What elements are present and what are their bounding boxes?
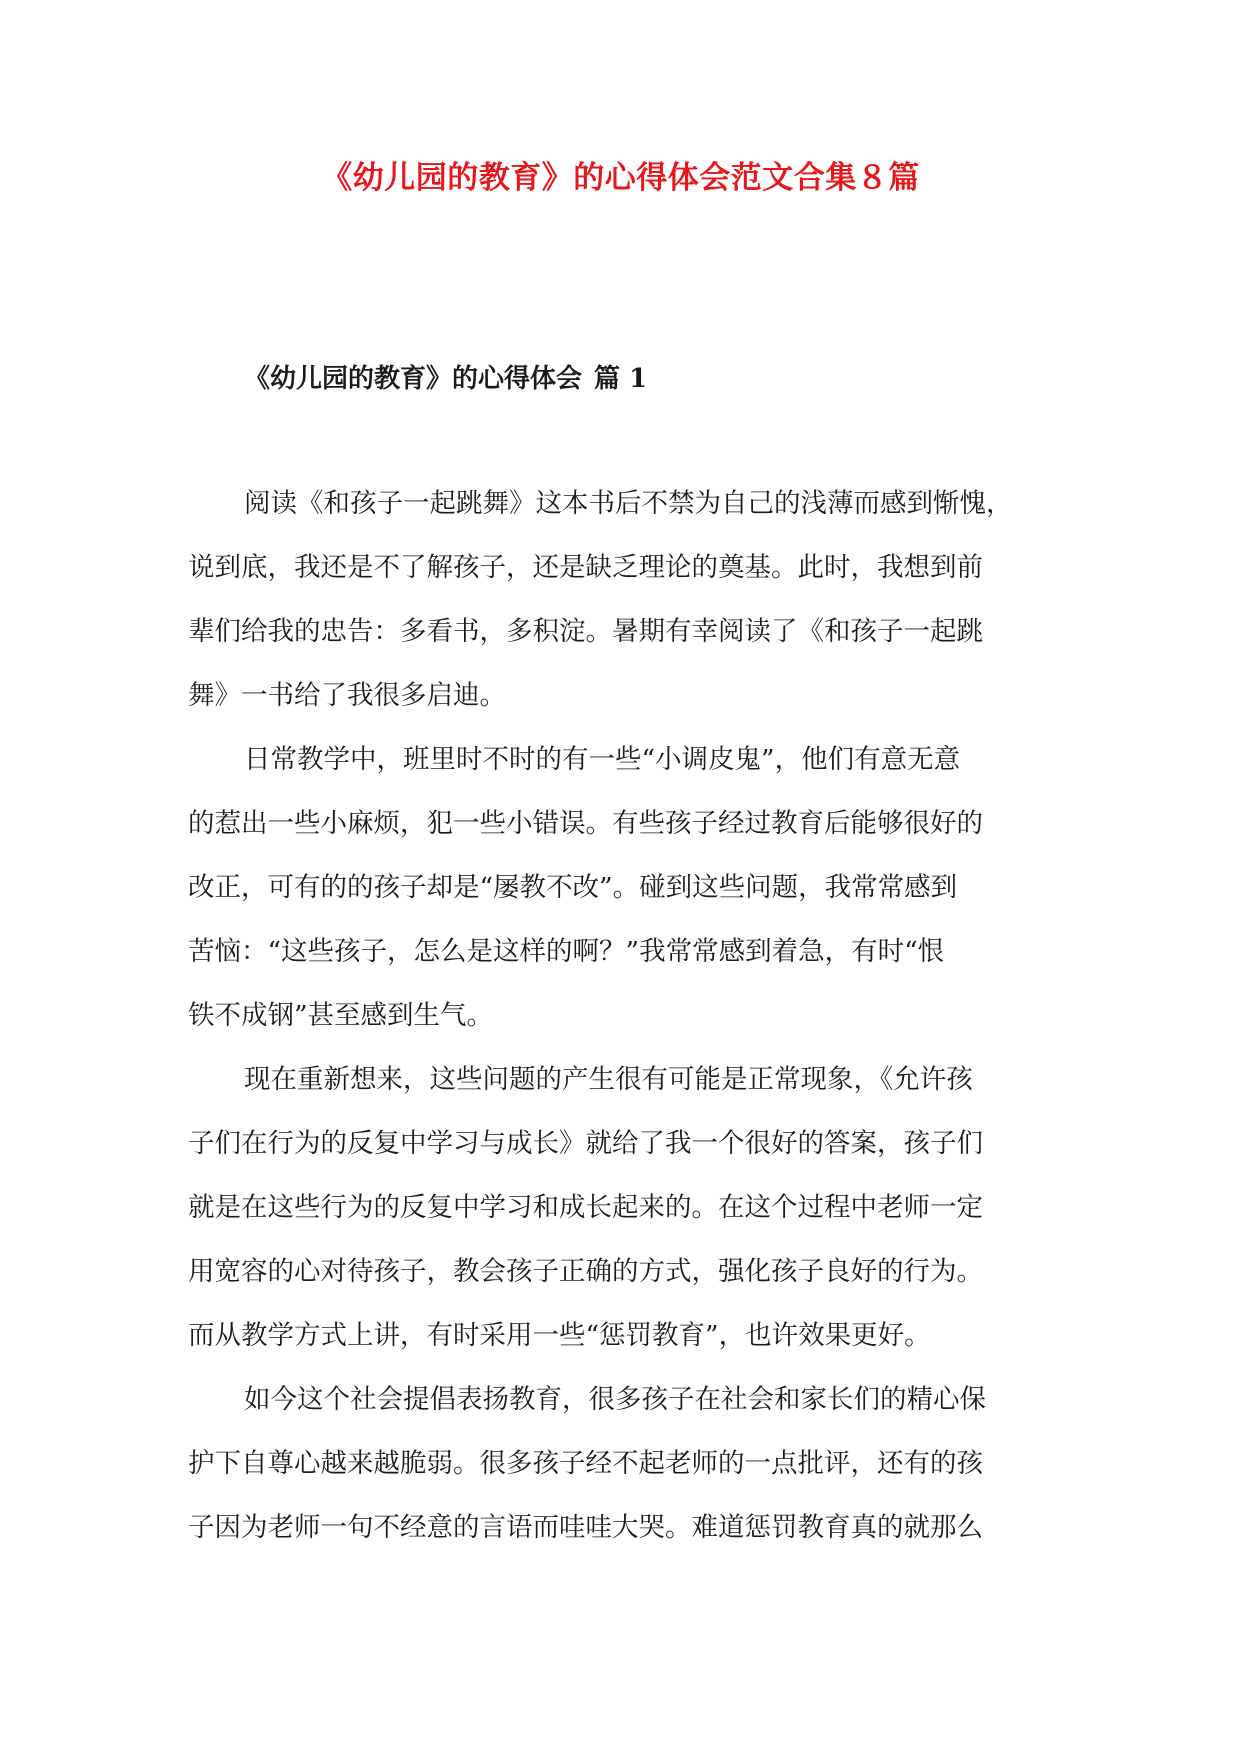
document-title: 《幼儿园的教育》的心得体会范文合集８篇: [321, 160, 920, 196]
paragraph-line: 如今这个社会提倡表扬教育，很多孩子在社会和家长们的精心保: [244, 1384, 986, 1415]
paragraph-line: 护下自尊心越来越脆弱。很多孩子经不起老师的一点批评，还有的孩: [188, 1448, 983, 1479]
article-body: [188, 486, 1058, 1574]
section-number: 篇 1: [594, 364, 648, 394]
paragraph-line: 改正，可有的的孩子却是“屡教不改”。碰到这些问题，我常常感到: [188, 872, 958, 903]
paragraph-line: 辈们给我的忠告：多看书，多积淀。暑期有幸阅读了《和孩子一起跳: [188, 616, 983, 647]
paragraph-line: 用宽容的心对待孩子，教会孩子正确的方式，强化孩子良好的行为。: [188, 1256, 983, 1287]
paragraph-line: 苦恼：“这些孩子，怎么是这样的啊？”我常常感到着急，有时“恨: [188, 936, 945, 967]
paragraph-line: 铁不成钢”甚至感到生气。: [188, 1000, 494, 1031]
paragraph-line: 的惹出一些小麻烦，犯一些小错误。有些孩子经过教育后能够很好的: [188, 808, 983, 839]
paragraph-line: 说到底，我还是不了解孩子，还是缺乏理论的奠基。此时，我想到前: [188, 552, 983, 583]
paragraph-line: 阅读《和孩子一起跳舞》这本书后不禁为自己的浅薄而感到惭愧，: [244, 488, 1013, 519]
section-heading: [244, 361, 647, 397]
paragraph-line: 就是在这些行为的反复中学习和成长起来的。在这个过程中老师一定: [188, 1192, 983, 1223]
paragraph-line: 而从教学方式上讲，有时采用一些“惩罚教育”，也许效果更好。: [188, 1320, 931, 1351]
paragraph-line: 子因为老师一句不经意的言语而哇哇大哭。难道惩罚教育真的就那么: [188, 1512, 983, 1543]
section-heading-text: 《幼儿园的教育》的心得体会: [244, 364, 583, 394]
paragraph-line: 子们在行为的反复中学习与成长》就给了我一个很好的答案，孩子们: [188, 1128, 983, 1159]
paragraph-line: 舞》一书给了我很多启迪。: [188, 680, 506, 711]
paragraph-line: 日常教学中，班里时不时的有一些“小调皮鬼”，他们有意无意: [244, 744, 961, 775]
paragraph-line: 现在重新想来，这些问题的产生很有可能是正常现象，《允许孩: [244, 1064, 973, 1095]
